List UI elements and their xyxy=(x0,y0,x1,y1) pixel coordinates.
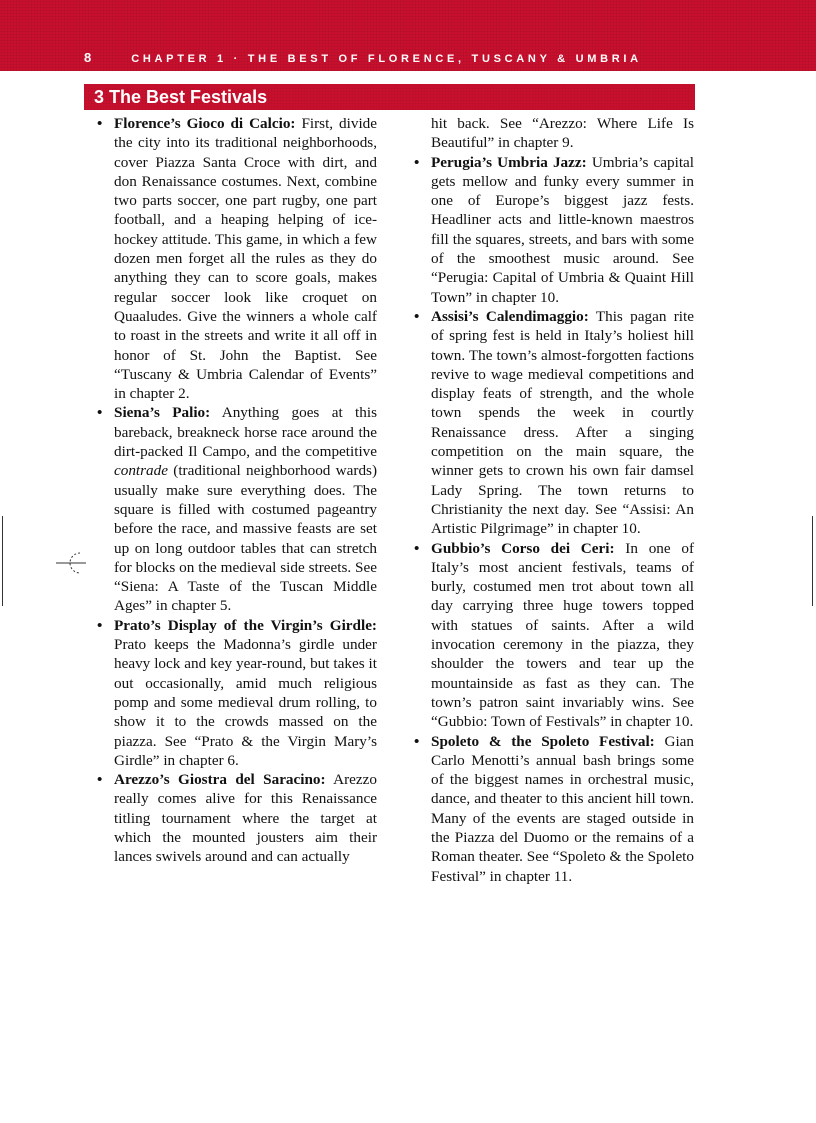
festival-item-giostra-del-saracino xyxy=(95,770,377,866)
festival-description: Arezzo really comes alive for this Renaissance titling tournament where the target at which the mounted jousters aim their lances swivels around and can actually xyxy=(114,771,377,866)
bullet: • xyxy=(414,307,420,325)
festival-description: First, divide the city into its traditional neighborhoods, cover Piazza Santa Croce with dirt, and don Renaissance costumes. Next, combine two parts soccer, one part rugby, one part football, and a heaping helping of ice-hockey attitude. This game, in which a few dozen men forget all the rules as they do anything they can to score goals, makes regular soccer look like croquet on Quaaludes. Give the winners a whole calf to roast in the streets and write it all off in honor of St. John the Baptist. See “Tuscany & Umbria Calendar of Events” in chapter 2. xyxy=(114,115,377,403)
crop-mark-left xyxy=(2,516,3,606)
page-number: 8 xyxy=(84,50,92,65)
festival-description: In one of Italy’s most ancient festivals, teams of burly, costumed men trot about town all day carrying three huge towers topped with statues of saints. After a wild invocation ceremony in the piazza, they shoulder the towers and tear up the mountainside as fast as they can. The town’s patron saint invariably wins. See “Gubbio: Town of Festivals” in chapter 10. xyxy=(431,539,695,731)
festival-name: Assisi’s Calendimaggio: xyxy=(431,307,589,325)
festival-item-gioco-di-calcio xyxy=(95,114,377,403)
registration-mark-icon xyxy=(56,548,86,578)
festival-name: Florence’s Gioco di Calcio: xyxy=(114,115,296,132)
festival-name: Arezzo’s Giostra del Saracino: xyxy=(114,771,326,789)
festival-item-calendimaggio xyxy=(412,307,694,539)
running-head-text: CHAPTER 1 · THE BEST OF FLORENCE, TUSCANY & UMBRIA xyxy=(131,53,642,65)
bullet: • xyxy=(414,153,420,171)
festival-description: This pagan rite of spring fest is held in Italy’s holiest hill town. The town’s almost-forgotten factions revive to wage medieval competitions and display feats of strength, and the whole town spends the week in courtly Renaissance dress. After a singing competition on the main square, the winner gets to crown his own fair damsel Lady Spring. The town returns to Christianity the next day. See “Assisi: An Artistic Pilgrimage” in chapter 10. xyxy=(431,307,694,538)
festival-name: Siena’s Palio: xyxy=(114,404,211,422)
festival-description: Anything goes at this bareback, breakneck horse race around the dirt-packed Il Campo, and the competitive xyxy=(114,404,377,461)
festival-name: Perugia’s Umbria Jazz: xyxy=(431,153,587,171)
festival-description: Prato keeps the Madonna’s girdle under heavy lock and key year-round, but takes it out occasionally, amid much religious pomp and some medieval drum rolling, to show it to the crowds massed on the piazza. See “Prato & the Virgin Mary’s Girdle” in chapter 6. xyxy=(114,636,377,769)
bullet: • xyxy=(97,115,103,132)
italic-term: contrade xyxy=(114,462,168,480)
bullet: • xyxy=(97,771,103,789)
festival-item-palio xyxy=(95,403,377,615)
festival-item-umbria-jazz xyxy=(412,153,694,307)
right-column xyxy=(412,114,694,886)
crop-mark-right xyxy=(812,516,813,606)
festival-name: Gubbio’s Corso dei Ceri: xyxy=(431,539,615,557)
left-column xyxy=(95,114,377,867)
festival-item-virgins-girdle xyxy=(95,616,377,770)
bullet: • xyxy=(414,539,420,557)
running-head xyxy=(84,50,642,66)
bullet: • xyxy=(97,404,103,422)
festival-description: Umbria’s capital gets mellow and funky every summer in one of Europe’s biggest jazz fests. Headliner acts and little-known maestros fill the squares, streets, and bars with some of the smoothest music around. See “Perugia: Capital of Umbria & Quaint Hill Town” in chapter 10. xyxy=(431,153,694,306)
section-title: 3 The Best Festivals xyxy=(94,87,268,107)
bullet: • xyxy=(414,732,420,750)
bullet: • xyxy=(97,616,103,634)
festival-description: Gian Carlo Menotti’s annual bash brings some of the biggest names in orchestral music, dance, and theater to this ancient hill town. Many of the events are staged outside in the Piazza del Duomo or the remains of a Roman theater. See “Spoleto & the Spoleto Festival” in chapter 11. xyxy=(431,732,695,885)
continued-text: hit back. See “Arezzo: Where Life Is Beautiful” in chapter 9. xyxy=(431,115,694,152)
festival-description-cont: (traditional neighborhood wards) usually make sure everything does. The square is filled with costumed pageantry before the race, and massive feasts are set up on long outdoor tables that can stretch for blocks on the medieval side streets. See “Siena: A Taste of the Tuscan Middle Ages” in chapter 5. xyxy=(114,462,377,615)
festival-name: Prato’s Display of the Virgin’s Girdle: xyxy=(114,616,377,634)
festival-item-corso-dei-ceri xyxy=(412,539,694,732)
festival-name: Spoleto & the Spoleto Festival: xyxy=(431,732,655,750)
festival-item-spoleto-festival xyxy=(412,732,694,886)
